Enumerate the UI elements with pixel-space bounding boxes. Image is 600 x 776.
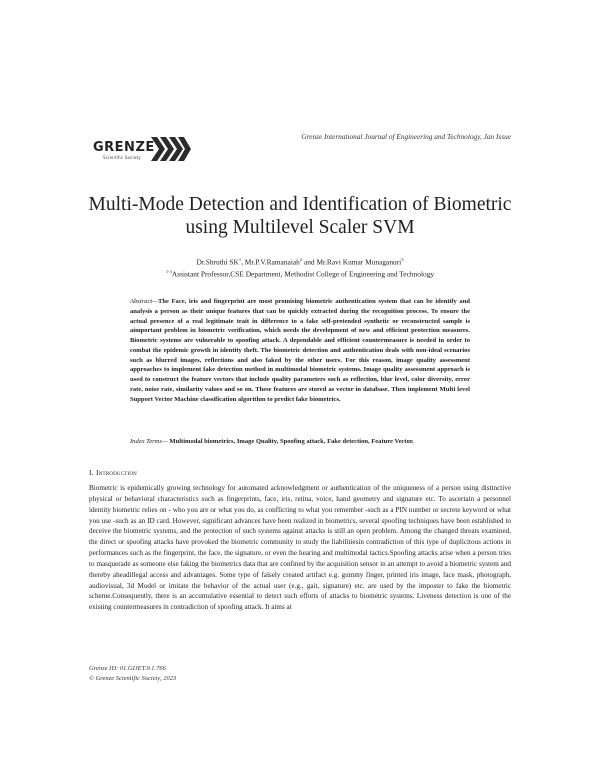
section-heading-introduction: I. Introduction xyxy=(89,468,137,477)
introduction-paragraph: Biometric is epidemically growing technology for automated acknowledgment or authentication of the uniqueness of a person using distinctive physical or behavioral characteristics such as fingerprints, face, iris, retina, voice, hand geometry and signature etc. To ascertain a personnel identity biometric relies on - who you are or what you do, as conflicting to what you remember -such as a PIN number or secrete keyword or what you use -such as an ID card. However, significant advances have been realized in biometrics, several spoofing techniques have been established to deceive the biometric systems, and the protection of such systems against attacks is still an open problem. Among the changed threats examined, the direct or spoofing attacks have provoked the biometric community to study the liabilitiesin contradiction of this type of duplicitous actions in performances such as the fingerprint, the face, the signature, or even the hearing and multimodal tactics.Spoofing attacks arise when a person tries to masquerade as someone else faking the biometrics data that are confined by the acquisition sensor in an attempt to avoid a biometric system and thereby aheadillegal access and advantages. Some type of falsely created artifact e.g. gummy finger, printed iris image, face mask, photograph, audiovisual, 3d Model or imitate the behavior of the actual user (e.g., gait, signature) etc. are used by the imposter to fake the biometric scheme.Consequently, there is an accumulative essential to detect such efforts of attacks to biometric systems. Liveness detection is one of the existing countermeasures in contradiction of spoofing attack. It aims at xyxy=(89,484,511,612)
chevron-arrows-icon xyxy=(151,135,191,163)
abstract-label: Abstract— xyxy=(130,298,159,305)
author-names: Dr.Shruthi $SK^1$, Mr.P.V.Ramanaiah$^2$ and Mr.Ravi Kumar Munaganuri$^3$ xyxy=(196,257,404,267)
author-block xyxy=(60,255,540,280)
author-affiliation: $^{1-3}$Assistant Professor,CSE Department, Methodist College of Engineering and Technology xyxy=(165,269,435,279)
journal-header: Grenze International Journal of Engineering and Technology, Jan Issue xyxy=(301,132,511,141)
title-line-1: Multi-Mode Detection and Identification of Biometric xyxy=(88,194,512,215)
grenze-id: Grenze ID: 01.GIJET.9.1.766 xyxy=(89,665,166,672)
logo-subtitle: Scientific Society xyxy=(103,155,141,160)
index-terms-text: Multimodal biometrics, Image Quality, Spoofing attack, Fake detection, Feature Vector. xyxy=(167,438,414,445)
abstract xyxy=(130,297,470,404)
paper-title xyxy=(60,193,540,239)
index-terms xyxy=(130,437,470,447)
index-terms-label: Index Terms— xyxy=(130,438,168,445)
title-line-2: using Multilevel Scaler SVM xyxy=(185,217,415,238)
abstract-text: The Face, iris and fingerprint are most promising biometric authentication system that can be identify and analysis a person as their unique features that can be quickly extracted during the recognition process. To ensure the actual presence of a real legitimate trait in difference to a fake self-pretended synthetic or reconstructed sample is aimportant problem in biometric verification, which needs the development of new and efficient protection measures. Biometric systems are vulnerable to spoofing attack. A dependable and efficient countermeasure is needed in order to combat the epidemic growth in identity theft. The biometric detection and authentication deals with non-ideal scenarios such as blurred images, reflections and also faked by the other users. For this reason, image quality assessment approaches to implement fake detection method in multimodal biometric systems. Image quality assessment approach is used to construct the feature vectors that include quality parameters such as reflection, blur level, color diversity, error rate, noise rate, similarity values and so on. These features are stored as vector in database. Then implement Multi level Support Vector Machine classification algorithm to predict fake biometrics. xyxy=(130,298,470,403)
grenze-logo xyxy=(93,133,188,166)
page-footer xyxy=(89,664,176,683)
logo-wordmark: GRENZE xyxy=(93,140,155,155)
copyright-line: © Grenze Scientific Society, 2023 xyxy=(89,674,177,682)
